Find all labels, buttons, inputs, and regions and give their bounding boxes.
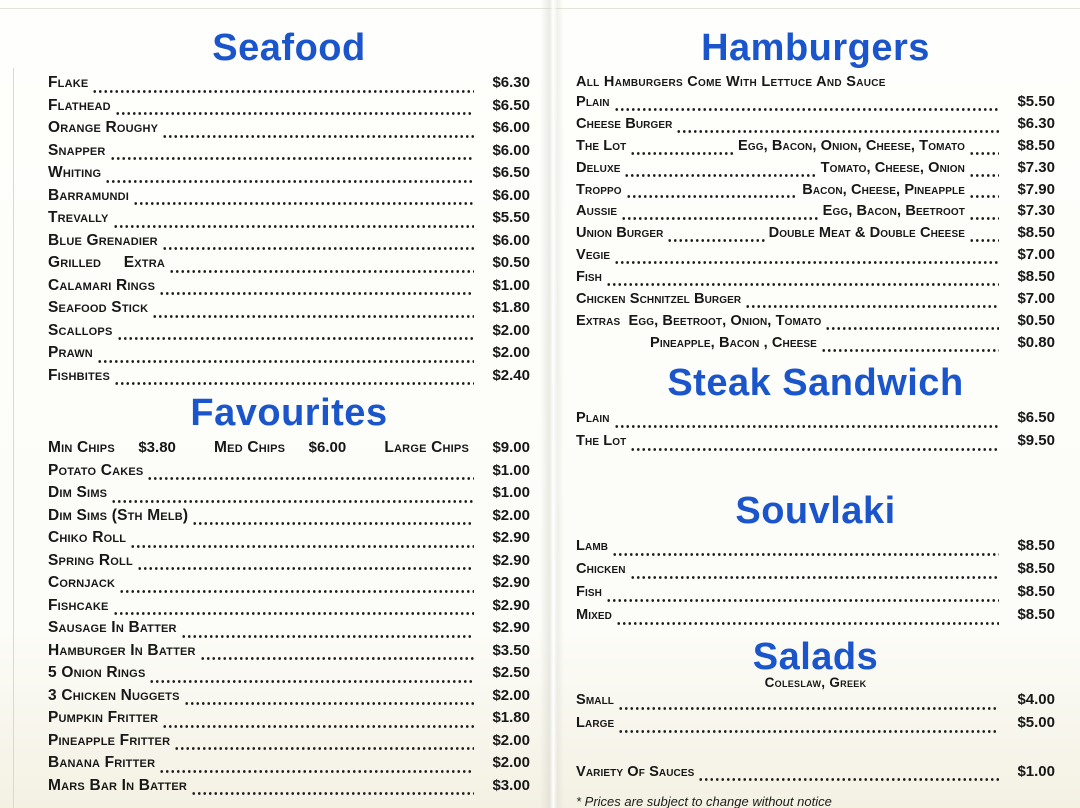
menu-item-row	[48, 687, 530, 710]
menu-item-row	[576, 583, 1055, 606]
chips-pair	[48, 439, 176, 457]
item-name: Scallops	[48, 321, 113, 339]
item-price: $8.50	[1017, 268, 1055, 286]
dot-leader	[626, 181, 799, 203]
item-name: The Lot	[576, 432, 627, 449]
section-note: Coleslaw, Greek	[764, 674, 867, 690]
dot-leader	[111, 484, 474, 507]
menu-section-steak-sandwich	[576, 361, 1055, 455]
menu-item-row	[576, 560, 1055, 583]
item-price: $2.50	[492, 664, 530, 681]
item-name: Plain	[576, 94, 610, 110]
menu-item-row	[576, 432, 1055, 455]
menu-item-row	[48, 709, 530, 732]
dot-leader	[113, 209, 474, 232]
dot-leader	[630, 432, 999, 455]
item-name: Orange Roughy	[48, 119, 159, 136]
item-price: $5.00	[1017, 713, 1055, 731]
item-name: Plain	[576, 409, 610, 426]
item-price: $1.00	[492, 461, 530, 479]
item-price: $2.90	[492, 619, 530, 636]
dot-leader	[621, 202, 818, 224]
dot-leader	[618, 691, 999, 714]
item-name: Cornjack	[48, 574, 116, 591]
item-price: $1.80	[492, 299, 530, 316]
dot-leader	[114, 367, 474, 390]
item-name: Mars Bar In Batter	[48, 776, 188, 794]
item-name: The Lot	[576, 137, 627, 154]
menu-item-row	[576, 246, 1055, 268]
item-detail: Tomato, Cheese, Onion	[820, 159, 965, 176]
chips-pair	[214, 439, 346, 457]
item-name: Fishcake	[48, 596, 109, 614]
dot-leader	[969, 137, 999, 159]
item-name: Large	[576, 714, 615, 731]
menu-section-hamburgers	[576, 26, 1055, 356]
section-title: Seafood	[212, 27, 366, 69]
menu-item-row	[576, 606, 1055, 629]
item-name: Banana Fritter	[48, 754, 156, 771]
menu-item-row	[48, 664, 530, 687]
item-name: Vegie	[576, 247, 611, 264]
item-price: $2.40	[492, 366, 530, 384]
menu-item-row	[48, 97, 530, 120]
item-price: $2.90	[492, 596, 530, 614]
item-name: Large Chips	[384, 439, 469, 456]
dot-leader	[618, 714, 999, 737]
item-price: $3.50	[492, 641, 530, 659]
menu-item-row	[48, 529, 530, 552]
item-name: Calamari Rings	[48, 276, 156, 294]
item-price: $2.00	[492, 506, 530, 524]
menu-item-row	[48, 322, 530, 345]
dot-leader	[676, 115, 999, 137]
dot-leader	[174, 732, 474, 755]
item-price: $1.00	[492, 484, 530, 501]
item-name: Extras Egg, Beetroot, Onion, Tomato	[576, 312, 822, 329]
dot-leader	[698, 763, 999, 785]
item-name: Spring Roll	[48, 551, 133, 569]
menu-section-sauces	[576, 763, 1055, 785]
menu-item-row	[576, 93, 1055, 115]
item-name: Cheese Burger	[576, 115, 673, 132]
item-price: $6.30	[492, 74, 530, 91]
item-price: $5.50	[1017, 93, 1055, 110]
menu-item-row	[48, 597, 530, 620]
item-price: $7.30	[1017, 202, 1055, 220]
dot-leader	[162, 232, 474, 255]
section-note: All Hamburgers Come With Lettuce And Sauce	[576, 74, 886, 90]
item-name: Pineapple, Bacon , Cheese	[650, 334, 817, 351]
item-price: $2.00	[492, 321, 530, 339]
item-price: $2.00	[492, 686, 530, 704]
item-name: Mixed	[576, 606, 612, 623]
menu-item-row	[576, 763, 1055, 785]
dot-leader	[133, 187, 474, 210]
item-name: Fishbites	[48, 366, 110, 384]
menu-item-row	[48, 119, 530, 142]
dot-leader	[149, 664, 474, 687]
item-price: $2.90	[492, 529, 530, 546]
menu-item-row	[576, 714, 1055, 737]
item-name: Lamb	[576, 537, 609, 554]
item-price: $8.50	[1017, 224, 1055, 242]
menu-item-row	[48, 732, 530, 755]
menu-item-row	[576, 334, 1055, 356]
dot-leader	[113, 597, 474, 620]
item-name: Blue Grenadier	[48, 231, 158, 249]
menu-item-row	[48, 187, 530, 210]
item-price: $1.00	[492, 276, 530, 294]
item-price: $2.90	[492, 551, 530, 569]
menu-item-row	[576, 290, 1055, 312]
menu-item-row	[48, 574, 530, 597]
section-title: Salads	[752, 635, 879, 678]
item-name: Deluxe	[576, 159, 621, 176]
item-name: Sausage In Batter	[48, 619, 177, 636]
item-name: Min Chips	[48, 439, 115, 456]
menu-item-row	[48, 344, 530, 367]
menu-item-row	[48, 439, 530, 462]
item-price: $2.00	[492, 731, 530, 749]
dot-leader	[130, 529, 474, 552]
menu-item-row	[576, 202, 1055, 224]
menu-section-seafood	[48, 26, 530, 389]
item-price: $3.00	[492, 776, 530, 794]
item-price: $8.50	[1017, 605, 1055, 623]
dot-leader	[152, 299, 474, 322]
menu-item-row	[48, 507, 530, 530]
dot-leader	[115, 97, 474, 120]
dot-leader	[159, 754, 474, 777]
item-name: Flake	[48, 74, 89, 91]
menu-item-row	[48, 232, 530, 255]
item-name: Trevally	[48, 209, 109, 226]
item-detail: Egg, Bacon, Beetroot	[822, 203, 965, 220]
dot-leader	[159, 277, 474, 300]
item-price: $5.50	[492, 209, 530, 226]
dot-leader	[745, 290, 999, 312]
menu-item-row	[48, 74, 530, 97]
menu-item-row	[576, 312, 1055, 334]
item-name: Fish	[576, 583, 602, 600]
item-name: Small	[576, 691, 615, 708]
item-name: Whiting	[48, 164, 102, 181]
section-title: Hamburgers	[701, 27, 930, 69]
dot-leader	[612, 537, 999, 560]
section-title: Souvlaki	[735, 489, 896, 532]
dot-leader	[162, 119, 474, 142]
item-price: $3.80	[138, 439, 176, 456]
item-name: Aussie	[576, 203, 618, 220]
menu-item-row	[48, 484, 530, 507]
dot-leader	[969, 181, 999, 203]
item-name: Seafood Stick	[48, 299, 149, 316]
menu-item-row	[576, 137, 1055, 159]
dot-leader	[606, 583, 999, 606]
dot-leader	[821, 334, 999, 356]
item-price: $6.30	[1017, 114, 1055, 132]
item-name: Med Chips	[214, 439, 286, 456]
item-name: Variety Of Sauces	[576, 763, 695, 780]
item-price: $8.50	[1017, 559, 1055, 577]
menu-item-row	[576, 691, 1055, 714]
scan-edge-left	[13, 68, 14, 808]
item-name: 5 Onion Rings	[48, 664, 146, 681]
dot-leader	[192, 507, 474, 530]
item-detail: Double Meat & Double Cheese	[768, 225, 965, 242]
menu-item-row	[48, 619, 530, 642]
menu-item-row	[48, 164, 530, 187]
chips-pair	[384, 439, 530, 457]
item-name: Grilled Extra	[48, 254, 165, 271]
item-price: $7.00	[1017, 246, 1055, 264]
dot-leader	[614, 409, 999, 432]
menu-item-row	[576, 409, 1055, 432]
dot-leader	[200, 642, 474, 665]
item-price: $6.00	[308, 439, 347, 456]
section-title: Favourites	[190, 392, 388, 434]
item-price: $9.00	[492, 439, 530, 456]
dot-leader	[169, 254, 474, 277]
dot-leader	[110, 142, 474, 165]
item-price: $0.50	[492, 254, 530, 271]
item-name: Union Burger	[576, 225, 664, 242]
item-price: $9.50	[1017, 431, 1055, 449]
menu-item-row	[48, 642, 530, 665]
menu-section-salads	[576, 635, 1055, 737]
item-price: $1.80	[492, 709, 530, 726]
dot-leader	[162, 709, 474, 732]
item-price: $6.00	[492, 231, 530, 249]
dot-leader	[624, 159, 816, 181]
menu-item-row	[576, 181, 1055, 203]
item-name: Dim Sims (Sth Melb)	[48, 506, 189, 524]
item-name: Flathead	[48, 96, 111, 114]
menu-item-row	[48, 254, 530, 277]
dot-leader	[614, 246, 999, 268]
dot-leader	[616, 606, 999, 629]
item-price: $6.00	[492, 119, 530, 136]
menu-item-row	[48, 462, 530, 485]
item-price: $8.50	[1017, 536, 1055, 554]
item-name: Chicken Schnitzel Burger	[576, 291, 742, 308]
item-name: 3 Chicken Nuggets	[48, 686, 180, 704]
menu-item-row	[48, 552, 530, 575]
item-price: $6.50	[1017, 408, 1055, 426]
dot-leader	[181, 619, 474, 642]
item-name: Troppo	[576, 181, 622, 198]
menu-item-row	[48, 142, 530, 165]
dot-leader	[184, 687, 474, 710]
menu-section-favourites	[48, 391, 530, 799]
menu-item-row	[576, 159, 1055, 181]
menu-item-row	[576, 224, 1055, 246]
dot-leader	[92, 74, 474, 97]
item-name: Barramundi	[48, 186, 130, 204]
item-name: Pumpkin Fritter	[48, 709, 159, 726]
item-name: Hamburger In Batter	[48, 641, 196, 659]
dot-leader	[614, 93, 999, 115]
item-price: $6.00	[492, 141, 530, 159]
menu-item-row	[48, 754, 530, 777]
item-price: $2.00	[492, 344, 530, 361]
menu-item-row	[48, 299, 530, 322]
menu-section-souvlaki	[576, 489, 1055, 629]
dot-leader	[119, 574, 474, 597]
dot-leader	[825, 312, 999, 334]
dot-leader	[147, 462, 474, 485]
dot-leader	[630, 560, 999, 583]
dot-leader	[969, 159, 999, 181]
menu-item-row	[576, 537, 1055, 560]
price-disclaimer: * Prices are subject to change without notice	[576, 793, 832, 808]
item-price: $2.90	[492, 574, 530, 591]
item-price: $6.00	[492, 186, 530, 204]
item-price: $2.00	[492, 754, 530, 771]
section-title: Steak Sandwich	[667, 361, 964, 404]
item-detail: Egg, Bacon, Onion, Cheese, Tomato	[737, 137, 965, 154]
dot-leader	[137, 552, 474, 575]
menu-page-left	[48, 26, 530, 799]
dot-leader	[969, 224, 999, 246]
page-fold	[540, 0, 564, 808]
item-price: $7.90	[1017, 180, 1055, 198]
item-name: Potato Cakes	[48, 461, 144, 479]
item-price: $8.50	[1017, 136, 1055, 154]
dot-leader	[630, 137, 734, 159]
menu-item-row	[48, 777, 530, 800]
dot-leader	[117, 322, 475, 345]
dot-leader	[105, 164, 474, 187]
menu-item-row	[48, 209, 530, 232]
dot-leader	[606, 268, 999, 290]
dot-leader	[969, 202, 999, 224]
item-price: $8.50	[1017, 582, 1055, 600]
item-name: Dim Sims	[48, 484, 108, 501]
item-price: $0.80	[1017, 333, 1055, 351]
dot-leader	[191, 777, 474, 800]
dot-leader	[667, 224, 764, 246]
menu-item-row	[576, 115, 1055, 137]
item-name: Pineapple Fritter	[48, 731, 171, 749]
item-name: Prawn	[48, 344, 93, 361]
item-detail: Bacon, Cheese, Pineapple	[802, 181, 965, 198]
menu-item-row	[48, 277, 530, 300]
item-price: $4.00	[1017, 690, 1055, 708]
item-price: $6.50	[492, 96, 530, 114]
dot-leader	[97, 344, 474, 367]
menu-item-row	[576, 268, 1055, 290]
menu-page-right	[576, 26, 1055, 808]
item-price: $0.50	[1017, 311, 1055, 329]
item-name: Chicken	[576, 560, 626, 577]
item-price: $1.00	[1017, 762, 1055, 780]
menu-item-row	[48, 367, 530, 390]
item-name: Snapper	[48, 141, 106, 159]
item-price: $7.00	[1017, 290, 1055, 308]
item-price: $7.30	[1017, 158, 1055, 176]
item-price: $6.50	[492, 164, 530, 181]
item-name: Fish	[576, 269, 602, 286]
item-name: Chiko Roll	[48, 529, 127, 546]
